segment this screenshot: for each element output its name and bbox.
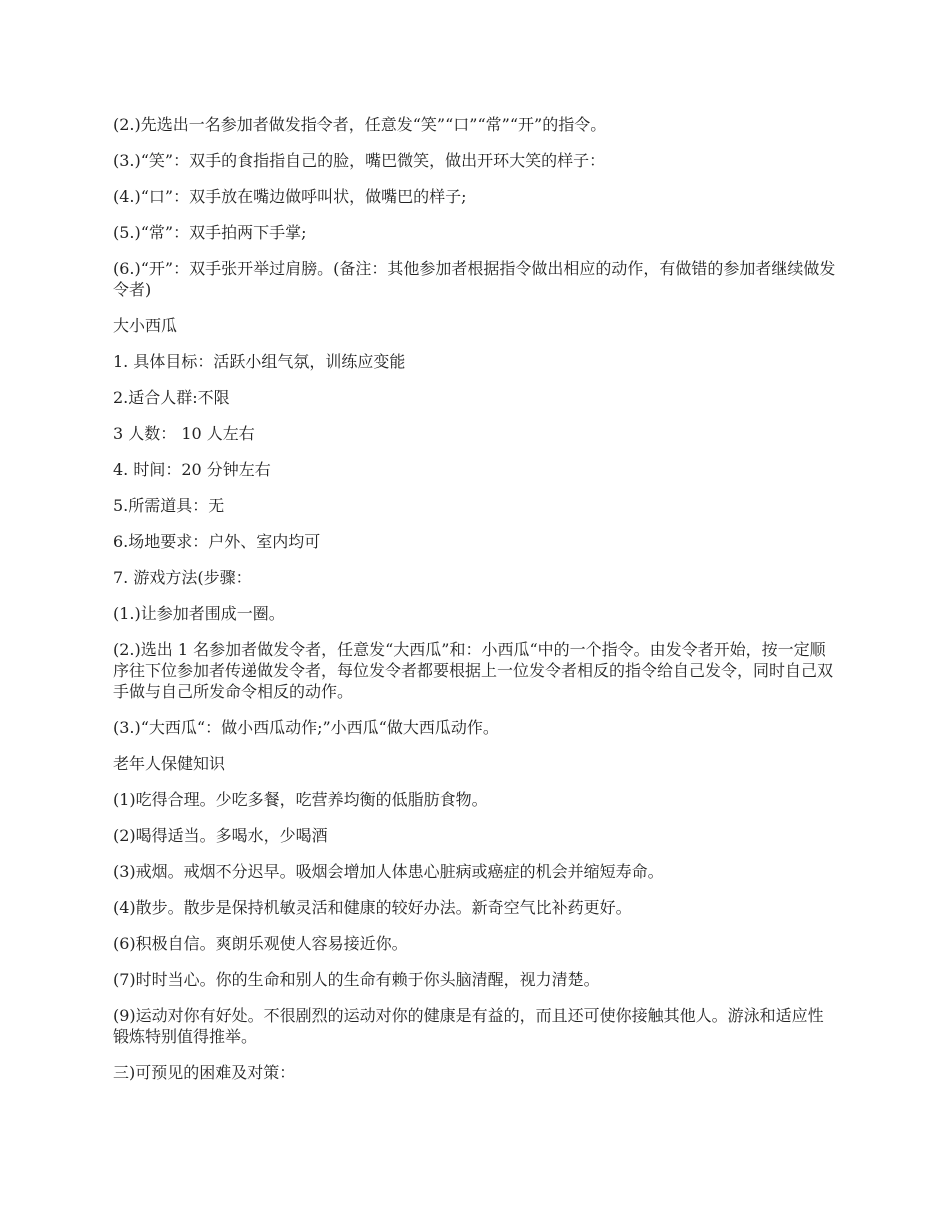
paragraph-instruction-3: (3.)“笑”：双手的食指指自己的脸，嘴巴微笑，做出开环大笑的样子： <box>113 151 606 170</box>
paragraph-health-7: (7)时时当心。你的生命和别人的生命有赖于你头脑清醒，视力清楚。 <box>113 970 600 989</box>
paragraph-headcount: 3 人数： 10 人左右 <box>113 424 255 443</box>
section-heading-elderly-health: 老年人保健知识 <box>113 754 226 773</box>
paragraph-health-1: (1)吃得合理。少吃多餐，吃营养均衡的低脂肪食物。 <box>113 790 488 809</box>
paragraph-step-1: (1.)让参加者围成一圈。 <box>113 604 285 623</box>
paragraph-health-9: (9)运动对你有好处。不很剧烈的运动对你的健康是有益的，而且还可使你接触其他人。游泳和适应性锻炼特别值得推举。 <box>113 1006 824 1046</box>
paragraph-method: 7. 游戏方法(步骤： <box>113 568 252 587</box>
paragraph-audience: 2.适合人群:不限 <box>113 388 230 407</box>
paragraph-instruction-5: (5.)“常”：双手拍两下手掌; <box>113 223 307 242</box>
paragraph-time: 4. 时间：20 分钟左右 <box>113 460 271 479</box>
paragraph-props: 5.所需道具：无 <box>113 496 225 515</box>
paragraph-step-2: (2.)选出 1 名参加者做发令者，任意发“大西瓜”和：小西瓜“中的一个指令。由发令者开始，按一定顺序往下位参加者传递做发令者，每位发令者都要根据上一位发令者相反的指令给自己发令，同时自己双手做与自己所发命令相反的动作。 <box>113 640 834 701</box>
paragraph-goal: 1. 具体目标：活跃小组气氛，训练应变能 <box>113 352 406 371</box>
section-heading-difficulties: 三)可预见的困难及对策： <box>113 1063 296 1082</box>
paragraph-instruction-4: (4.)“口”：双手放在嘴边做呼叫状，做嘴巴的样子; <box>113 187 467 206</box>
paragraph-health-3: (3)戒烟。戒烟不分迟早。吸烟会增加人体患心脏病或癌症的机会并缩短寿命。 <box>113 862 664 881</box>
section-heading-watermelon: 大小西瓜 <box>113 316 178 335</box>
paragraph-health-4: (4)散步。散步是保持机敏灵活和健康的较好办法。新奇空气比补药更好。 <box>113 898 632 917</box>
paragraph-health-6: (6)积极自信。爽朗乐观使人容易接近你。 <box>113 934 408 953</box>
paragraph-instruction-6: (6.)“开”：双手张开举过肩膀。(备注：其他参加者根据指令做出相应的动作，有做错的参加者继续做发令者) <box>113 259 836 299</box>
paragraph-venue: 6.场地要求：户外、室内均可 <box>113 532 321 551</box>
paragraph-step-3: (3.)“大西瓜“：做小西瓜动作;”小西瓜“做大西瓜动作。 <box>113 718 499 737</box>
paragraph-instruction-2: (2.)先选出一名参加者做发指令者，任意发“笑”“口”“常”“开”的指令。 <box>113 115 607 134</box>
paragraph-health-2: (2)喝得适当。多喝水，少喝酒 <box>113 826 328 845</box>
